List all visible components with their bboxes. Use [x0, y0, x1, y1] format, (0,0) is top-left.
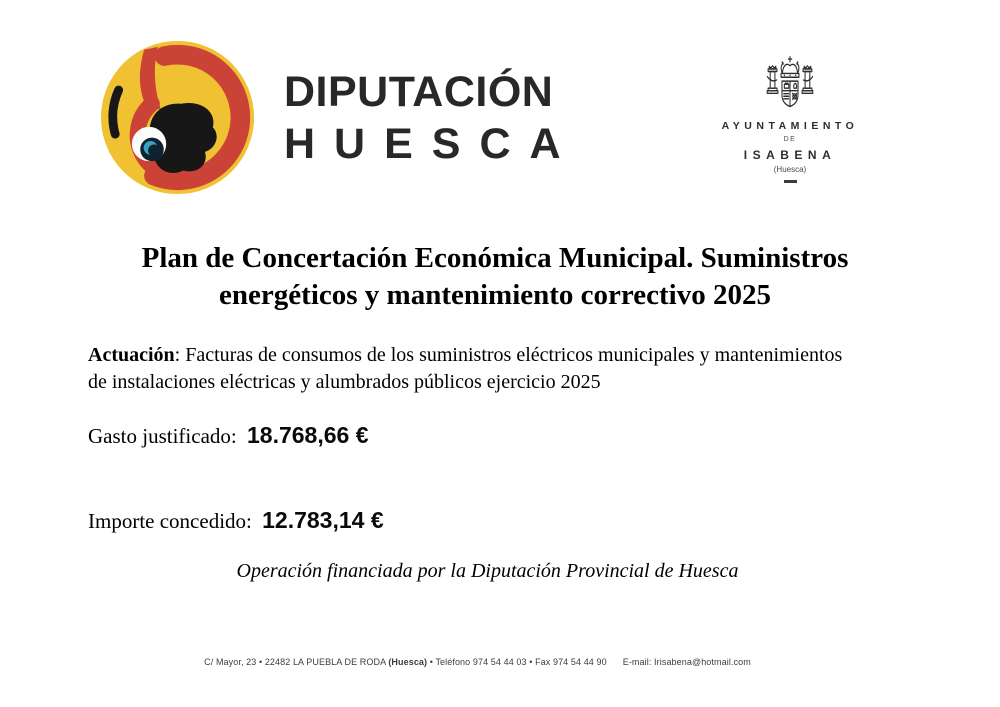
diputacion-wordmark: [284, 70, 580, 166]
ayuntamiento-de-label: DE: [783, 136, 797, 143]
footer-email-label: E-mail:: [622, 657, 652, 667]
ayuntamiento-label: AYUNTAMIENTO: [721, 120, 859, 132]
financing-note: Operación financiada por la Diputación Provincial de Huesca: [236, 560, 739, 582]
diputacion-huesca-logo-icon: [99, 39, 256, 196]
actuacion-text-line1: Facturas de consumos de los suministros eléctricos municipales y mantenimientos: [185, 344, 843, 366]
importe-concedido-label: Importe concedido:: [88, 509, 258, 533]
page-title: [85, 240, 905, 314]
page-title-line1: Plan de Concertación Económica Municipal. Suministros: [141, 242, 849, 274]
footer-address-part1: C/ Mayor, 23 • 22482 LA PUEBLA DE RODA: [204, 657, 386, 667]
footer-address-part2: • Teléfono 974 54 44 03 • Fax 974 54 44 90: [429, 657, 607, 667]
gasto-justificado-row: [88, 422, 369, 449]
ayuntamiento-block: [700, 54, 880, 183]
footer-email: Irisabena@hotmail.com: [654, 657, 751, 667]
importe-concedido-row: [88, 507, 384, 534]
diputacion-huesca-logo: [99, 39, 256, 196]
gasto-justificado-value: 18.768,66 €: [246, 422, 369, 448]
province-label: (Huesca): [773, 165, 807, 174]
diputacion-wordmark-line1: DIPUTACIÓN: [284, 68, 554, 116]
footer: [0, 657, 955, 667]
ayuntamiento-underline: [784, 180, 797, 183]
actuacion-label: Actuación: [88, 344, 175, 366]
footer-address-locality: (Huesca): [388, 657, 428, 667]
importe-concedido-value: 12.783,14 €: [262, 507, 384, 533]
actuacion-colon: :: [174, 344, 186, 366]
page-title-line2: energéticos y mantenimiento correctivo 2025: [219, 279, 771, 312]
actuacion-paragraph: [88, 342, 930, 396]
municipality-name: ISABENA: [743, 148, 837, 162]
diputacion-wordmark-line2: HUESCA: [284, 120, 580, 168]
coat-of-arms-icon: [757, 54, 823, 110]
gasto-justificado-label: Gasto justificado:: [88, 424, 242, 448]
actuacion-text-line2: de instalaciones eléctricas y alumbrados públicos ejercicio 2025: [88, 371, 601, 394]
